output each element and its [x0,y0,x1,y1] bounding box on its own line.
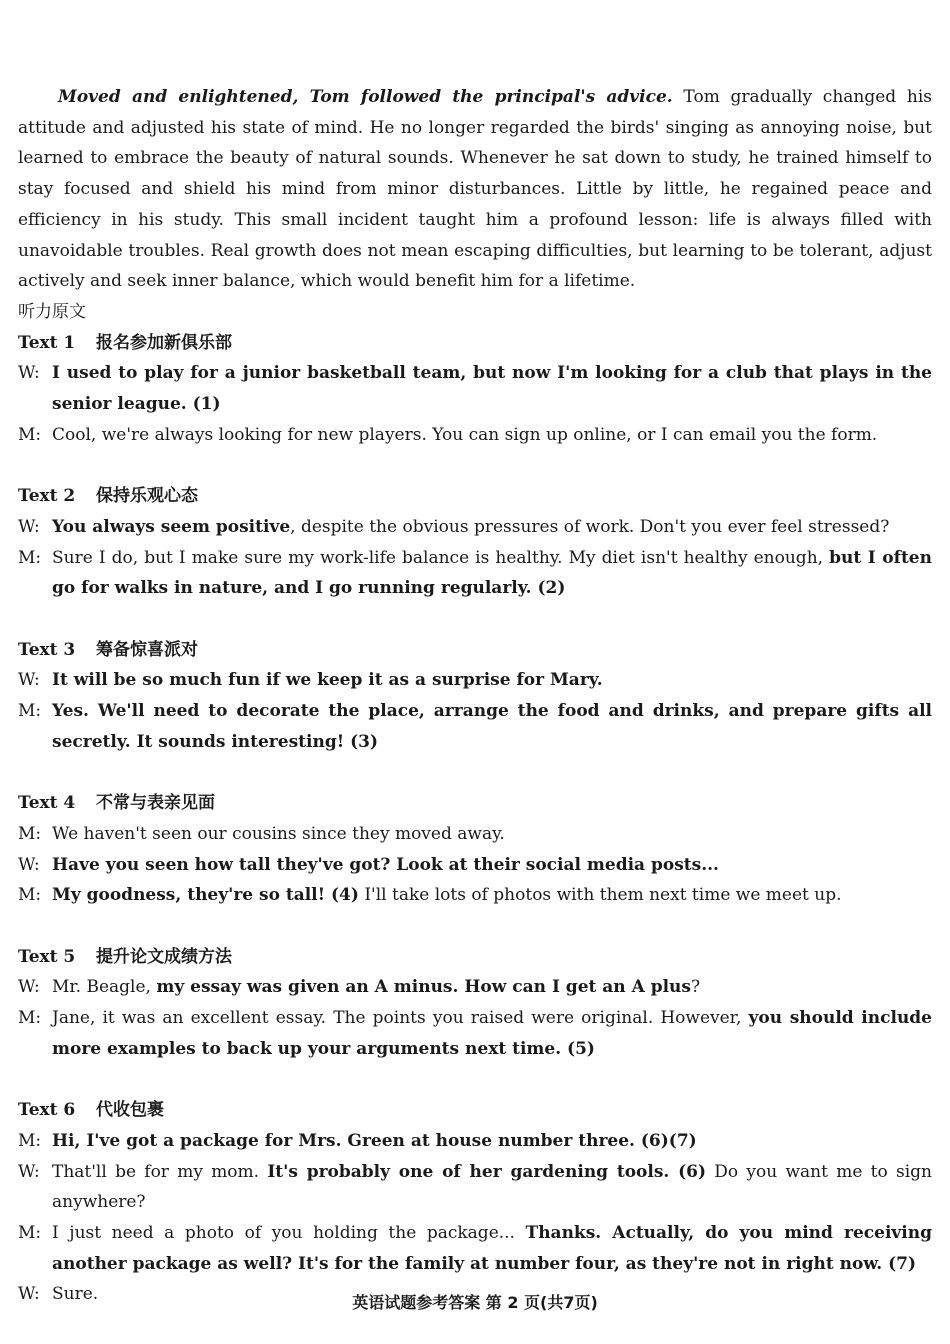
listening-text-block [18,635,932,758]
page-footer: 英语试题参考答案 第 2 页(共7页) [352,1293,598,1312]
dialogue-line [18,972,932,1003]
speaker-label: W: [18,516,40,537]
dialogue-line [18,543,932,604]
answer-text: you should include more examples to back up your arguments next time. (5) [52,1008,933,1059]
dialogue-line [18,880,932,911]
listening-text-block [18,481,932,604]
listening-texts [18,328,932,1310]
text-title: 提升论文成绩方法 [96,946,232,967]
text-heading [18,481,932,512]
text-number: Text 5 [18,946,76,967]
section-gap [18,604,932,635]
listening-text-block [18,328,932,451]
dialogue-text: We haven't seen our cousins since they moved away. [52,823,505,844]
speaker-label: M: [18,823,42,844]
story-paragraph [18,82,932,297]
answer-text: It will be so much fun if we keep it as a surprise for Mary. [52,670,603,691]
speaker-label: W: [18,977,40,998]
text-heading [18,328,932,359]
answer-text: my essay was given an A minus. How can I get an A plus [156,977,691,998]
text-title: 不常与表亲见面 [96,793,215,814]
text-number: Text 2 [18,486,76,507]
text-number: Text 3 [18,639,76,660]
dialogue-line [18,1218,932,1279]
paragraph-lead: Moved and enlightened, Tom followed the principal's advice. [58,87,673,107]
dialogue-text: Cool, we're always looking for new players. You can sign up online, or I can email you the form. [52,424,878,445]
dialogue-line [18,420,932,451]
dialogue-text: Sure. [52,1284,99,1305]
dialogue-line [18,358,932,419]
listening-text-block [18,1095,932,1310]
text-title: 保持乐观心态 [96,486,198,507]
text-heading [18,635,932,666]
text-heading [18,788,932,819]
paragraph-body: Tom gradually changed his attitude and adjusted his state of mind. He no longer regarded the birds' singing as annoying noise, but learned to embrace the beauty of natural sounds. Whenever he sat down to study, he trained himself to stay focused and shield his mind from minor disturbances. Little by little, he regained peace and efficiency in his study. This small incident taught him a profound lesson: life is always filled with unavoidable troubles. Real growth does not mean escaping difficulties, but learning to be tolerant, adjust actively and seek inner balance, which would benefit him for a lifetime. [18,87,932,292]
dialogue-line [18,665,932,696]
document-page [18,82,932,1310]
text-number: Text 1 [18,332,76,353]
text-heading [18,942,932,973]
section-gap [18,911,932,942]
speaker-label: W: [18,670,40,691]
text-number: Text 6 [18,1100,76,1121]
dialogue-text: That'll be for my mom. [52,1161,268,1182]
answer-text: My goodness, they're so tall! (4) [52,885,359,906]
speaker-label: W: [18,1161,40,1182]
answer-text: You always seem positive [52,516,291,537]
listening-title: 听力原文 [18,301,86,322]
answer-text: Yes. We'll need to decorate the place, arrange the food and drinks, and prepare gifts all secretly. It sounds interesting! (3) [52,701,932,752]
text-heading [18,1095,932,1126]
dialogue-line [18,1157,932,1218]
dialogue-line [18,696,932,757]
listening-text-block [18,942,932,1065]
dialogue-line [18,850,932,881]
speaker-label: W: [18,854,40,875]
text-title: 报名参加新俱乐部 [96,332,232,353]
dialogue-line [18,1126,932,1157]
dialogue-text: I just need a photo of you holding the package... [52,1222,526,1243]
dialogue-text: ? [690,977,701,998]
dialogue-text: , despite the obvious pressures of work. Don't you ever feel stressed? [290,516,890,537]
section-gap [18,757,932,788]
answer-text: Have you seen how tall they've got? Look at their social media posts... [52,854,719,875]
answer-text: Thanks. Actually, do you mind receiving another package as well? It's for the family at number four, as they're not in right now. (7) [52,1222,932,1274]
section-gap [18,450,932,481]
answer-text: Hi, I've got a package for Mrs. Green at house number three. (6)(7) [52,1130,697,1151]
dialogue-text: Mr. Beagle, [52,977,157,998]
listening-text-block [18,788,932,911]
dialogue-line [18,1003,932,1064]
dialogue-text: Jane, it was an excellent essay. The points you raised were original. However, [52,1008,749,1029]
dialogue-line [18,819,932,850]
speaker-label: W: [18,363,40,384]
text-number: Text 4 [18,793,76,814]
speaker-label: M: [18,1222,42,1243]
text-title: 筹备惊喜派对 [96,639,198,660]
dialogue-text: Do you want me to sign anywhere? [52,1161,932,1213]
section-gap [18,1064,932,1095]
speaker-label: M: [18,701,42,722]
dialogue-line [18,512,932,543]
speaker-label: W: [18,1284,40,1305]
speaker-label: M: [18,885,42,906]
answer-text: It's probably one of her gardening tools. (6) [267,1161,707,1182]
speaker-label: M: [18,547,42,568]
speaker-label: M: [18,424,42,445]
speaker-label: M: [18,1130,42,1151]
dialogue-text: Sure I do, but I make sure my work-life balance is healthy. My diet isn't healthy enough, [52,547,830,568]
speaker-label: M: [18,1008,42,1029]
answer-text: I used to play for a junior basketball team, but now I'm looking for a club that plays in the senior league. (1) [52,363,932,415]
dialogue-text: I'll take lots of photos with them next time we meet up. [358,885,842,906]
answer-text: but I often go for walks in nature, and I go running regularly. (2) [52,547,932,599]
text-title: 代收包裹 [96,1100,164,1121]
